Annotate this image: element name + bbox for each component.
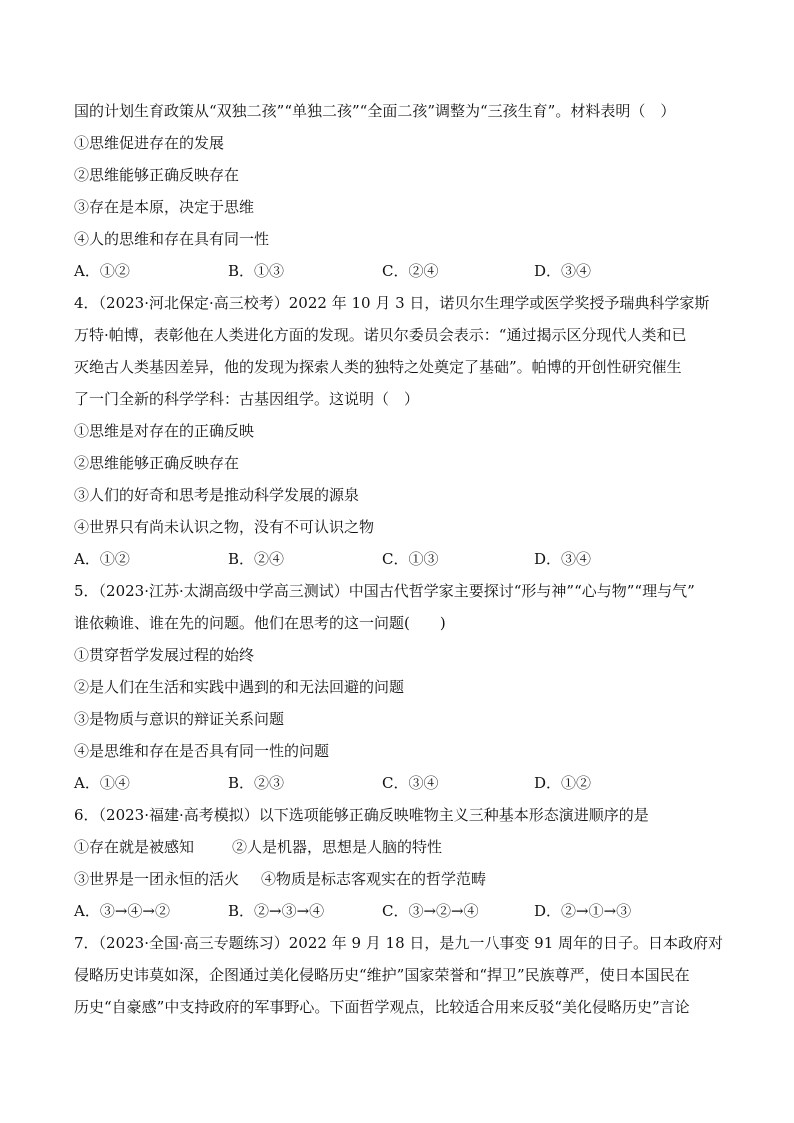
q7-stem-line-3: 历史“自豪感”中支持政府的军事野心。下面哲学观点，比较适合用来反驳“美化侵略历史”言论 (74, 998, 690, 1016)
q4-options (0, 549, 794, 569)
q5-options (0, 773, 794, 793)
q5-stem-line-2: 谁依赖谁、谁在先的问题。他们在思考的这一问题( ) (74, 614, 446, 632)
q6-option-a[interactable]: A．③→④→② (74, 902, 170, 920)
q4-stem-line-2: 万特·帕博，表彰他在人类进化方面的发现。诺贝尔委员会表示：“通过揭示区分现代人类和已 (74, 326, 687, 344)
q6-item-1: ①存在就是被感知 (74, 838, 195, 856)
q5-item-1: ①贯穿哲学发展过程的始终 (74, 646, 255, 664)
q3-option-b[interactable]: B．①③ (228, 262, 285, 280)
q5-option-d[interactable]: D．①② (534, 774, 592, 792)
q6-options (0, 901, 794, 921)
q6-item-row-2 (0, 869, 794, 889)
q4-stem-line-1: 4．（2023·河北保定·高三校考）2022 年 10 月 3 日，诺贝尔生理学或医学奖授予瑞典科学家斯 (74, 294, 710, 312)
q4-option-d[interactable]: D．③④ (534, 550, 592, 568)
q3-stem: 国的计划生育政策从“双独二孩”“单独二孩”“全面二孩”调整为“三孩生育”。材料表明（ ） (74, 102, 676, 120)
q5-option-b[interactable]: B．②③ (228, 774, 285, 792)
q3-option-d[interactable]: D．③④ (534, 262, 592, 280)
q4-item-1: ①思维是对存在的正确反映 (74, 422, 255, 440)
q4-stem-line-3: 灭绝古人类基因差异，他的发现为探索人类的独特之处奠定了基础”。帕博的开创性研究催生 (74, 358, 682, 376)
q5-stem-line-1: 5．（2023·江苏·太湖高级中学高三测试）中国古代哲学家主要探讨“形与神”“心与物”“理与气” (74, 582, 695, 600)
q4-item-3: ③人们的好奇和思考是推动科学发展的源泉 (74, 486, 360, 504)
q4-option-a[interactable]: A．①② (74, 550, 130, 568)
q6-option-b[interactable]: B．②→③→④ (228, 902, 325, 920)
q3-option-c[interactable]: C．②④ (382, 262, 439, 280)
q4-option-b[interactable]: B．②④ (228, 550, 285, 568)
q6-item-4: ④物质是标志客观实在的哲学范畴 (261, 870, 487, 888)
q4-item-2: ②思维能够正确反映存在 (74, 454, 240, 472)
q3-item-3: ③存在是本原，决定于思维 (74, 198, 255, 216)
q5-item-2: ②是人们在生活和实践中遇到的和无法回避的问题 (74, 678, 405, 696)
q6-item-3: ③世界是一团永恒的活火 (74, 870, 240, 888)
q4-option-c[interactable]: C．①③ (382, 550, 439, 568)
q5-item-3: ③是物质与意识的辩证关系问题 (74, 710, 285, 728)
q6-item-row-1 (0, 837, 794, 857)
q3-item-1: ①思维促进存在的发展 (74, 134, 225, 152)
q6-option-c[interactable]: C．③→②→④ (382, 902, 479, 920)
q7-stem-line-1: 7．（2023·全国·高三专题练习）2022 年 9 月 18 日，是九一八事变 91 周年的日子。日本政府对 (74, 934, 724, 952)
q3-item-2: ②思维能够正确反映存在 (74, 166, 240, 184)
q4-stem-line-4: 了一门全新的科学学科：古基因组学。这说明（ ） (74, 390, 420, 408)
q3-option-a[interactable]: A．①② (74, 262, 130, 280)
q3-item-4: ④人的思维和存在具有同一性 (74, 230, 270, 248)
q6-item-2: ②人是机器，思想是人脑的特性 (232, 838, 443, 856)
q6-option-d[interactable]: D．②→①→③ (534, 902, 632, 920)
q6-stem: 6．（2023·福建·高考模拟）以下选项能够正确反映唯物主义三种基本形态演进顺序的是 (74, 806, 649, 824)
q3-options (0, 261, 794, 281)
q4-item-4: ④世界只有尚未认识之物，没有不可认识之物 (74, 518, 375, 536)
q5-option-a[interactable]: A．①④ (74, 774, 130, 792)
q5-item-4: ④是思维和存在是否具有同一性的问题 (74, 742, 330, 760)
q5-option-c[interactable]: C．③④ (382, 774, 439, 792)
q7-stem-line-2: 侵略历史讳莫如深，企图通过美化侵略历史“维护”国家荣誉和“捍卫”民族尊严，使日本国民在 (74, 966, 690, 984)
